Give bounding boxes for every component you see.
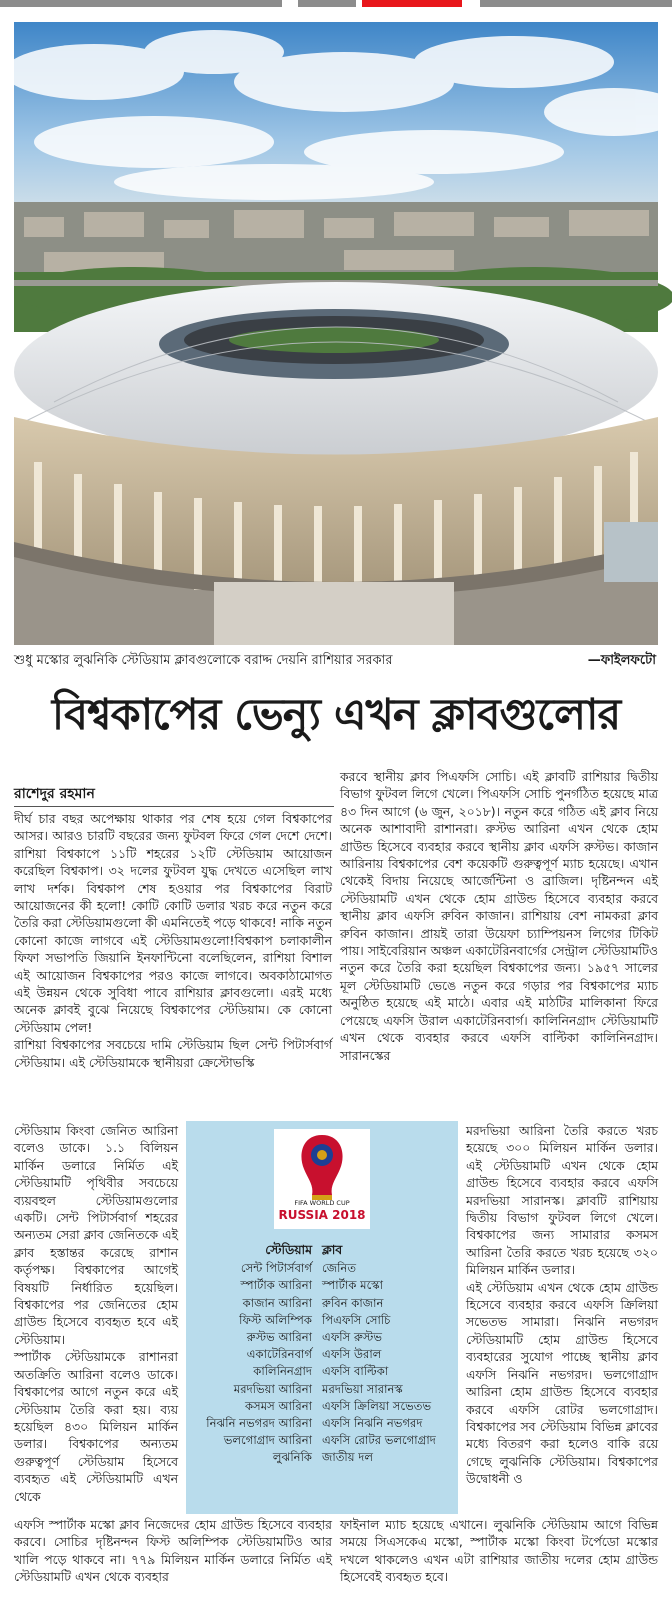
stadium-cell: স্পার্টাক আরিনা: [240, 1278, 312, 1293]
article-paragraph: রাশিয়া বিশ্বকাপের সবচেয়ে দামি স্টেডিয়াম ছিল সেন্ট পিটার্সবার্গ স্টেডিয়াম। এই স্টেডিয়ামকে স্থানীয়রা ক্রেস্টোভস্কি: [14, 1037, 332, 1070]
stadium-cell: রুস্টভ আরিনা: [246, 1330, 312, 1345]
article-paragraph: স্টেডিয়াম কিংবা জেনিত আরিনা বলেও ডাকে। ১.১ বিলিয়ন মার্কিন ডলারে নির্মিত এই স্টেডিয়ামটি পৃথিবীর সবচেয়ে ব্যয়বহুল স্টেডিয়ামগুলোর একটি। সেন্ট পিটার্সবার্গ শহরের অন্যতম সেরা ক্লাব জেনিতকে এই ক্লাব হস্তান্তর করেছে রাশান কর্তৃপক্ষ। বিশ্বকাপের আগেই বিষয়টি নির্ধারিত হয়েছিল। বিশ্বকাপের পর জেনিতের হোম গ্রাউন্ড হিসেবে ব্যবহৃত হবে এই স্টেডিয়াম।: [14, 1123, 178, 1347]
club-cell: জেনিত: [322, 1261, 357, 1276]
table-row: [196, 1449, 448, 1466]
club-cell: এফসি রুস্টভ: [322, 1330, 383, 1345]
stadium-club-infobox: [186, 1121, 458, 1514]
top-bar-accent: [362, 0, 462, 7]
club-cell: পিএফসি সোচি: [322, 1312, 391, 1327]
club-cell: রুবিন কাজান: [322, 1295, 384, 1310]
stadium-cell: লুঝনিকি: [272, 1450, 312, 1465]
table-row: [196, 1363, 448, 1380]
article-col1-upper: [14, 810, 332, 1120]
club-cell: জাতীয় দল: [322, 1450, 373, 1465]
article-paragraph: মরদভিয়া আরিনা তৈরি করতে খরচ হয়েছে ৩০০ মিলিয়ন মার্কিন ডলার। এই স্টেডিয়ামটি এখন থেকে হোম গ্রাউন্ড হিসেবে ব্যবহার করবে এফসি মরদভিয়া সারানস্ক। ক্লাবটি রাশিয়ায় দ্বিতীয় বিভাগ ফুটবল লিগে খেলে। বিশ্বকাপের জন্য সামারার কসমস আরিনা তৈরি করতে খরচ হয়েছে ৩২০ মিলিয়ন মার্কিন ডলার।: [466, 1123, 658, 1278]
stadium-cell: মরদভিয়া আরিনা: [233, 1381, 312, 1396]
photo-caption: শুধু মস্কোর লুঝনিকি স্টেডিয়াম ক্লাবগুলোকে বরাদ্দ দেয়নি রাশিয়ার সরকার: [14, 653, 393, 668]
stadium-cell: সেন্ট পিটার্সবার্গ: [240, 1261, 312, 1276]
article-paragraph: দীর্ঘ চার বছর অপেক্ষায় থাকার পর শেষ হয়ে গেল বিশ্বকাপের আসর। আরও চারটি বছরের জন্য ফুটবল ফিরে গেল দেশে দেশে। রাশিয়া বিশ্বকাপে ১১টি শহরের ১২টি স্টেডিয়াম আয়োজন করেছিল বিশ্বকাপ। ৩২ দলের ফুটবল যুদ্ধ দেখতে এসেছিল লাখ লাখ দর্শক। বিশ্বকাপ শেষ হওয়ার পর বিশ্বকাপের বিরাট আয়োজনের কী হলো! কোটি কোটি ডলার খরচ করে নতুন করে তৈরি করা স্টেডিয়ামগুলো কী এমনিতেই পড়ে থাকবে! নাকি নতুন কোনো কাজে লাগবে এই স্টেডিয়ামগুলো!বিশ্বকাপ চলাকালীন ফিফা সভাপতি জিয়ানি ইনফান্টিনো বলেছিলেন, রাশিয়া বিশাল এই আয়োজন বিশ্বকাপের পরও কাজে লাগবে। অবকাঠামোগত এই উন্নয়ন থেকে সুবিধা পাবে রাশিয়ার ক্লাবগুলো। এরই মধ্যে অনেক ক্লাবই বুঝে নিয়েছে বিশ্বকাপের স্টেডিয়াম। কে কোনো স্টেডিয়াম পেল!: [14, 811, 332, 1035]
logo-line1: FIFA WORLD CUP: [294, 1199, 350, 1207]
article-col1-narrow: [14, 1122, 178, 1504]
article-col2-narrow: [466, 1122, 658, 1496]
table-row: [196, 1415, 448, 1432]
article-paragraph: করবে স্থানীয় ক্লাব পিএফসি সোচি। এই ক্লাবটি রাশিয়ার দ্বিতীয় বিভাগ ফুটবল লিগে খেলে। পিএফসি সোচি পুনর্গঠিত হয়েছে মাত্র ৪৩ দিন আগে (৬ জুন, ২০১৮)। নতুন করে গঠিত এই ক্লাব নিয়ে অনেক আশাবাদী রাশানরা। রুস্টভ আরিনা এখন থেকে হোম গ্রাউন্ড হিসেবে ব্যবহার করবে স্থানীয় ক্লাব এফসি রুস্টভ। কাজান আরিনায় বিশ্বকাপের বেশ কয়েকটি গুরুত্বপূর্ণ ম্যাচ হয়েছে। এখান থেকেই বিদায় নিয়েছে আর্জেন্টিনা ও ব্রাজিল। দৃষ্টিনন্দন এই স্টেডিয়ামটি এখন থেকে হোম গ্রাউন্ড হিসেবে ব্যবহার করবে স্থানীয় ক্লাব এফসি রুবিন কাজান। রাশিয়ায় বেশ নামকরা ক্লাব রুবিন কাজান। প্রায়ই তারা উয়েফা চ্যাম্পিয়নস লিগের টিকিট পায়। সাইবেরিয়ান অঞ্চল একাটেরিনবার্গের সেন্ট্রাল স্টেডিয়ামটিও নতুন করে তৈরি করা হয়েছিল বিশ্বকাপের জন্য। ১৯৫৭ সালের মূল স্টেডিয়ামটি ভেঙে নতুন করে গড়ার পর বিশ্বকাপের ম্যাচ অনুষ্ঠিত হয়েছে এই মাঠে। এবার এই মাঠটির মালিকানা ফিরে পেয়েছে এফসি উরাল একাটেরিনবার্গ। কালিনিনগ্রাদ স্টেডিয়ামটি এখন থেকে ব্যবহার করবে এফসি বাল্টিকা কালিনিনগ্রাদ। সারানস্কের: [340, 769, 658, 1063]
article-bottom-right: [340, 1516, 658, 1602]
header-club: ক্লাব: [322, 1242, 343, 1257]
stadium-photo: [14, 22, 658, 645]
stadium-cell: ভলগোগ্রাদ আরিনা: [223, 1433, 312, 1448]
article-paragraph: এই স্টেডিয়াম এখন থেকে হোম গ্রাউন্ড হিসেবে ব্যবহার করবে এফসি ক্রিলিয়া সভেতভ সামারা। নিঝনি নভগরদ স্টেডিয়ামটি হোম গ্রাউন্ড হিসেবে ব্যবহারের সুযোগ পাচ্ছে স্থানীয় ক্লাব এফসি নিঝনি নভগরদ। ভলগোগ্রাদ আরিনা হোম গ্রাউন্ড হিসেবে ব্যবহার করবে এফসি রোটর ভলগোগ্রাদ। বিশ্বকাপের সব স্টেডিয়াম বিভিন্ন ক্লাবের মধ্যে বিতরণ করা হলেও বাকি রয়ে গেছে লুঝনিকি স্টেডিয়াম। বিশ্বকাপের উদ্বোধনী ও: [466, 1279, 658, 1487]
photo-credit: —ফাইলফটো: [587, 653, 656, 668]
stadium-cell: কসমস আরিনা: [244, 1398, 312, 1413]
stadium-cell: নিঝনি নভগরদ আরিনা: [206, 1416, 312, 1431]
club-cell: এফসি ক্রিলিয়া সভেতভ: [322, 1398, 432, 1413]
stadium-cell: কালিনিনগ্রাদ: [253, 1364, 312, 1379]
club-cell: এফসি নিঝনি নভগরদ: [322, 1416, 423, 1431]
club-cell: এফসি বাল্টিকা: [322, 1364, 389, 1379]
article-bottom-left: [14, 1516, 332, 1602]
club-cell: মরদভিয়া সারানস্ক: [322, 1381, 403, 1396]
table-row: [196, 1398, 448, 1415]
stadium-cell: ফিস্ট অলিম্পিক: [239, 1312, 312, 1327]
article-col2-upper: [340, 768, 658, 1120]
venue-table: [196, 1241, 448, 1467]
club-cell: এফসি রোটর ভলগোগ্রাদ: [322, 1433, 436, 1448]
header-stadium: স্টেডিয়াম: [265, 1242, 312, 1257]
table-row: [196, 1381, 448, 1398]
stadium-cell: কাজান আরিনা: [242, 1295, 312, 1310]
world-cup-logo: [274, 1129, 370, 1229]
headline: বিশ্বকাপের ভেন্যু এখন ক্লাবগুলোর: [51, 690, 621, 740]
table-row: [196, 1329, 448, 1346]
byline: রাশেদুর রহমান: [14, 786, 95, 802]
club-cell: স্পার্টাক মস্কো: [322, 1278, 383, 1293]
table-row: [196, 1312, 448, 1329]
table-row: [196, 1432, 448, 1449]
table-row: [196, 1346, 448, 1363]
article-paragraph: এফসি স্পার্টাক মস্কো ক্লাব নিজেদের হোম গ্রাউন্ড হিসেবে ব্যবহার করবে। সোচির দৃষ্টিনন্দন ফিস্ট অলিম্পিক স্টেডিয়ামটিও আর খালি পড়ে থাকবে না। ৭৭৯ মিলিয়ন মার্কিন ডলারে নির্মিত এই স্টেডিয়ামটি এখন থেকে ব্যবহার: [14, 1517, 332, 1585]
byline-rule: [14, 806, 334, 807]
top-bar-mid: [298, 0, 356, 7]
table-row: [196, 1260, 448, 1277]
logo-line2: RUSSIA 2018: [278, 1208, 366, 1222]
stadium-cell: একাটেরিনবার্গ: [246, 1347, 312, 1362]
venue-table-header: [196, 1241, 448, 1260]
top-bar-right: [480, 0, 672, 7]
top-bar-left: [0, 0, 282, 7]
club-cell: এফসি উরাল: [322, 1347, 382, 1362]
article-paragraph: স্পার্টাক স্টেডিয়ামকে রাশানরা অতক্রিতি আরিনা বলেও ডাকে। বিশ্বকাপের আগে নতুন করে এই স্টেডিয়াম তৈরি করা হয়। ব্যয় হয়েছিল ৪৩০ মিলিয়ন মার্কিন ডলার। বিশ্বকাপের অন্যতম গুরুত্বপূর্ণ স্টেডিয়াম হিসেবে ব্যবহৃত এই স্টেডিয়ামটি এখন থেকে: [14, 1349, 178, 1504]
table-row: [196, 1295, 448, 1312]
article-paragraph: ফাইনাল ম্যাচ হয়েছে এখানে। লুঝনিকি স্টেডিয়াম আগে বিভিন্ন সময়ে সিএসকেএ মস্কো, স্পার্টাক মস্কো কিংবা টর্পেডো মস্কোর দখলে থাকলেও এখন এটা রাশিয়ার জাতীয় দলের হোম গ্রাউন্ড হিসেবেই ব্যবহৃত হবে।: [340, 1517, 658, 1585]
table-row: [196, 1277, 448, 1294]
